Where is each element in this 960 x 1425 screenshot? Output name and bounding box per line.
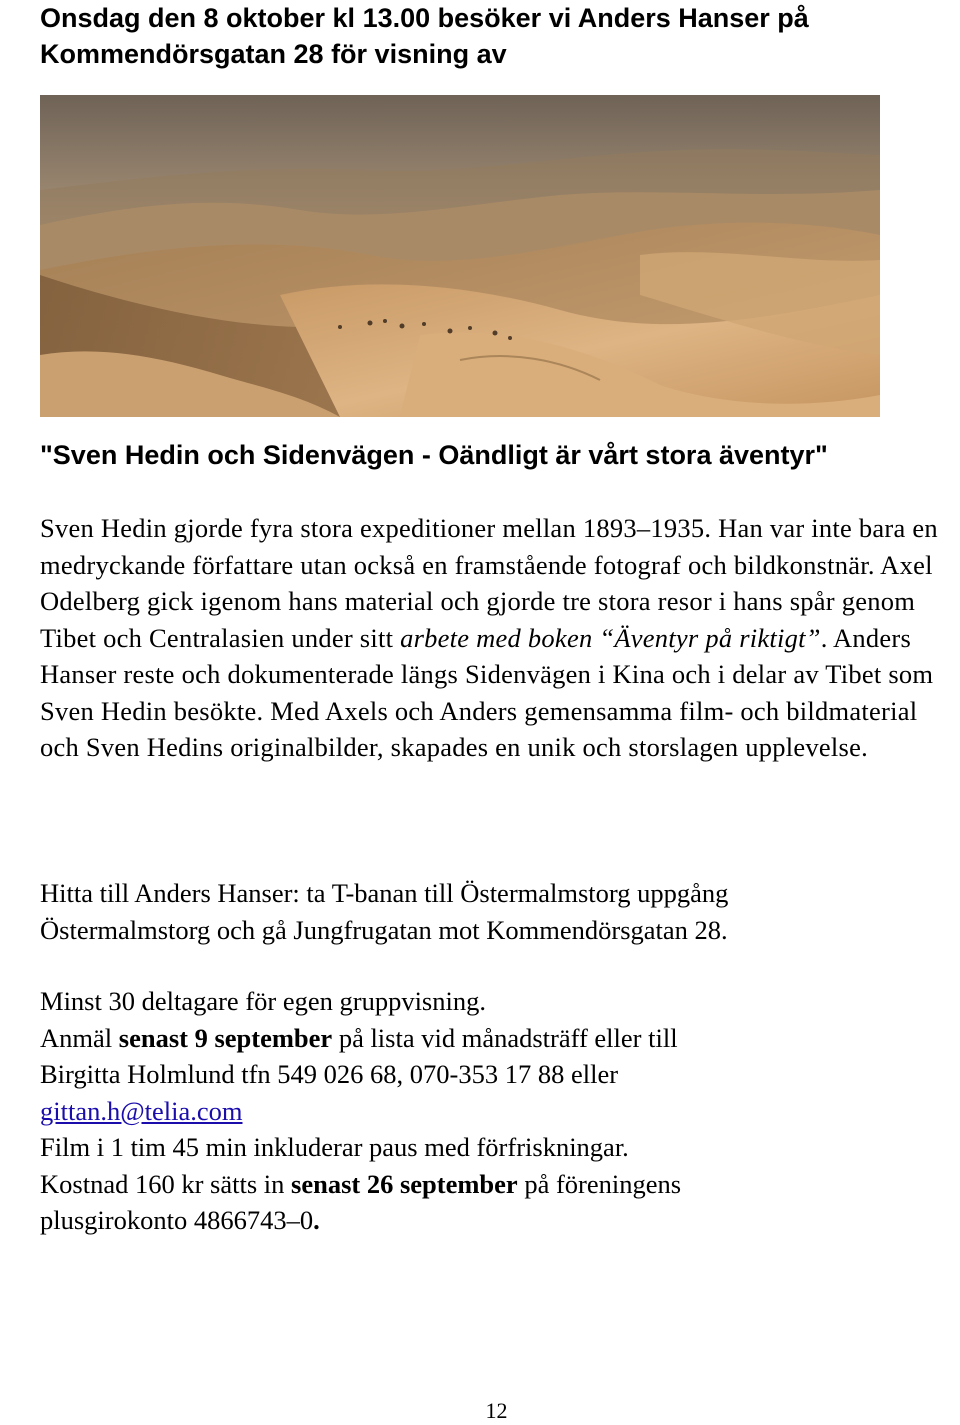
desert-dunes-image (40, 95, 880, 417)
signup-deadline: senast 9 september (118, 1022, 333, 1053)
cost-deadline: senast 26 september (291, 1168, 518, 1199)
email-link[interactable]: gittan.h@telia.com (40, 1095, 243, 1126)
directions-line-2: Östermalmstorg och gå Jungfrugatan mot Kommendörsgatan 28. (40, 914, 728, 945)
signup-line (40, 1020, 945, 1057)
signup-prefix: Anmäl (40, 1022, 119, 1053)
intro-text (40, 0, 940, 72)
description-text-2: . Anders Hanser reste och dokumenterade längs Sidenvägen i Kina och i delar av Tibet som Sven Hedin besökte. Med Axels och Anders gemensamma film- och bildmaterial och Sven Hedins originalbilder, skapades en unik och storslagen upplevelse. (40, 622, 934, 762)
event-title: "Sven Hedin och Sidenvägen - Oändligt är vårt stora äventyr" (40, 440, 828, 470)
signup-suffix: på lista vid månadsträff eller till (332, 1022, 678, 1053)
directions-paragraph (40, 875, 945, 948)
cost-line (40, 1166, 945, 1203)
cost-suffix: på föreningens (517, 1168, 682, 1199)
desert-dunes-photo (40, 95, 880, 417)
email-line (40, 1093, 945, 1130)
cost-prefix: Kostnad 160 kr sätts in (40, 1168, 291, 1199)
min-participants: Minst 30 deltagare för egen gruppvisning. (40, 986, 486, 1016)
description-paragraph (40, 510, 945, 766)
contact-line: Birgitta Holmlund tfn 549 026 68, 070-353 17 88 eller (40, 1059, 619, 1089)
directions-line-1: Hitta till Anders Hanser: ta T-banan till Östermalmstorg uppgång (40, 878, 729, 908)
book-title: arbete med boken “Äventyr på riktigt” (400, 622, 821, 653)
account-text: plusgirokonto 4866743–0 (40, 1205, 314, 1235)
intro-line-1: Onsdag den 8 oktober kl 13.00 besöker vi Anders Hanser på (40, 3, 809, 33)
page-number: 12 (485, 1398, 508, 1423)
details-paragraph (40, 983, 945, 1239)
film-info: Film i 1 tim 45 min inkluderar paus med förfriskningar. (40, 1132, 629, 1162)
intro-line-2: Kommendörsgatan 28 för visning av (40, 39, 507, 69)
account-end: . (313, 1205, 320, 1235)
description-text-1: Sven Hedin gjorde fyra stora expeditioner mellan 1893–1935. Han var inte bara en medryckande författare utan också en framstående fotograf och bildkonstnär. Axel Odelberg gick igenom hans material och gjorde tre stora resor i hans spår genom Tibet och Centralasien under sitt (40, 513, 938, 653)
account-line (40, 1202, 945, 1239)
